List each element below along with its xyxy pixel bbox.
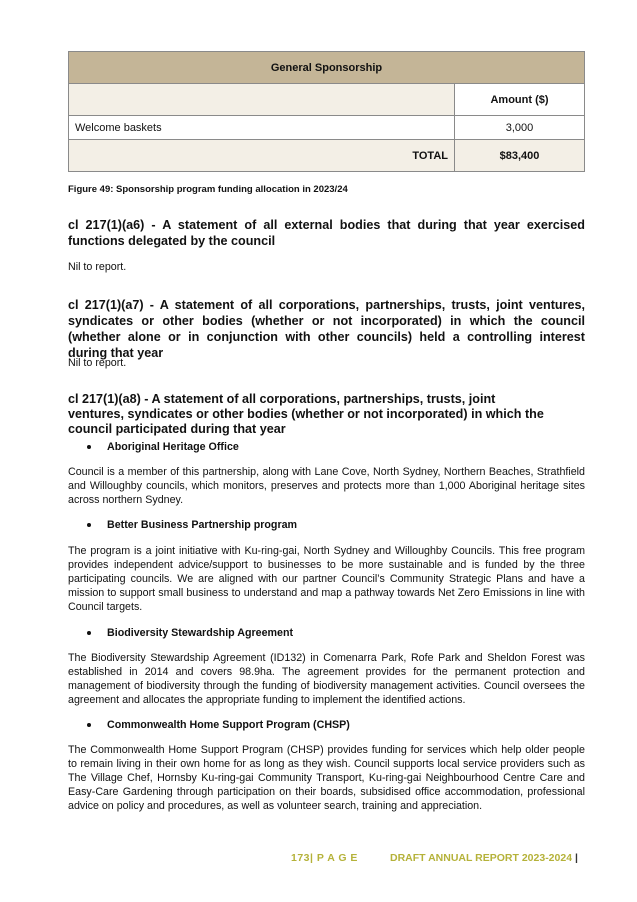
section-a7-heading: cl 217(1)(a7) - A statement of all corporations, partnerships, trusts, joint ventures, syndicates or other bodies (whether or not incorporated) in which the council (whether alone or in conjunction with other councils) held a controlling interest during that year xyxy=(68,298,585,360)
page-footer xyxy=(0,852,637,866)
section-a6-heading: cl 217(1)(a6) - A statement of all external bodies that during that year exercised functions delegated by the council xyxy=(68,218,585,248)
list-item-text: The Biodiversity Stewardship Agreement (ID132) in Comenarra Park, Rofe Park and Sheldon Forest was established in 2014 and covers 98.9ha. The agreement provides for the permanent protection and management of biodiversity through the funding of biodiversity management activities. Council oversees the agreement and allocates the appropriate funding to implement the identified actions. xyxy=(68,652,585,707)
section-a7-text: Nil to report. xyxy=(68,357,127,369)
total-value: $83,400 xyxy=(455,140,585,172)
table-total-row xyxy=(69,140,585,172)
list-item-text: The program is a joint initiative with Ku-ring-gai, North Sydney and Willoughby Councils. This free program provides independent advice/support to businesses to be more sustainable and is funded by the three participating councils. We are aligned with our partner Council’s Community Strategic Plans and have a mission to support small business to understand and map a pathway towards Net Zero Emissions in line with Council targets. xyxy=(68,545,585,614)
list-item xyxy=(87,518,297,532)
report-title: DRAFT ANNUAL REPORT 2023-2024 xyxy=(390,852,573,864)
table-header-row xyxy=(69,52,585,84)
page-number: 173 xyxy=(291,852,311,864)
list-item-title: Commonwealth Home Support Program (CHSP) xyxy=(107,719,350,731)
table-row xyxy=(69,116,585,140)
section-a6-text: Nil to report. xyxy=(68,261,127,273)
table-column-header-row xyxy=(69,84,585,116)
report-title-wrap xyxy=(390,852,578,864)
item-column-header xyxy=(69,84,455,116)
list-item-title: Biodiversity Stewardship Agreement xyxy=(107,627,294,639)
sponsorship-table xyxy=(68,51,585,172)
bullet-icon xyxy=(87,723,91,727)
figure-caption: Figure 49: Sponsorship program funding allocation in 2023/24 xyxy=(68,184,348,195)
list-item-title: Aboriginal Heritage Office xyxy=(107,441,239,453)
table-cell-amount: 3,000 xyxy=(455,116,585,140)
list-item-text: Council is a member of this partnership, along with Lane Cove, North Sydney, Northern Beaches, Strathfield and Willoughby councils, which monitors, preserves and protects more than 1,000 Aboriginal heritage sites across northern Sydney. xyxy=(68,466,585,507)
page-label: | P A G E xyxy=(310,852,358,864)
table-title: General Sponsorship xyxy=(69,52,585,84)
bullet-icon xyxy=(87,445,91,449)
table-cell-item: Welcome baskets xyxy=(69,116,455,140)
list-item xyxy=(87,626,293,640)
bullet-icon xyxy=(87,523,91,527)
list-item xyxy=(87,718,350,732)
section-a8-heading: cl 217(1)(a8) - A statement of all corporations, partnerships, trusts, joint ventures, syndicates or other bodies (whether or not incorporated) in which the council participated during that year xyxy=(68,392,544,436)
list-item-title: Better Business Partnership program xyxy=(107,519,298,531)
list-item xyxy=(87,440,239,454)
footer-separator: | xyxy=(574,852,578,864)
list-item-text: The Commonwealth Home Support Program (CHSP) provides funding for services which help older people to remain living in their own home for as long as they wish. Council supports local service providers such as The Village Chef, Hornsby Ku-ring-gai Community Transport, Ku-ring-gai Neighbourhood Centre Care and Easy-Care Gardening through participation on their boards, subsidised office accommodation, professional advice on policy and procedures, as well as volunteer search, training and appreciation. xyxy=(68,744,585,813)
total-label: TOTAL xyxy=(69,140,455,172)
amount-column-header: Amount ($) xyxy=(455,84,585,116)
page-indicator xyxy=(291,852,358,864)
bullet-icon xyxy=(87,631,91,635)
